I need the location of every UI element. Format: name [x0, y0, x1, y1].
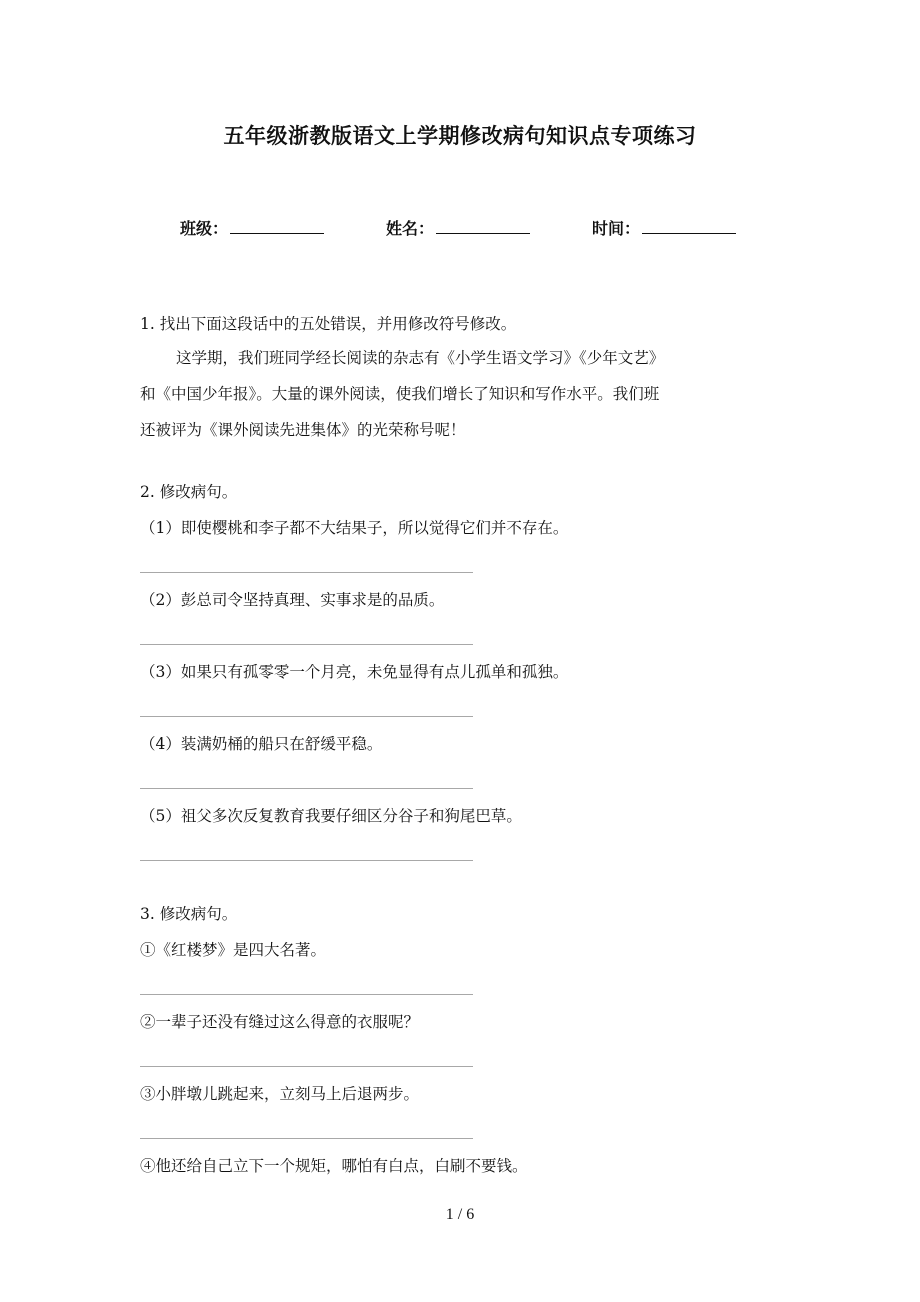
answer-line[interactable] — [140, 1066, 473, 1067]
answer-line[interactable] — [140, 716, 473, 717]
q2-item: （1）即使樱桃和李子都不大结果子，所以觉得它们并不存在。 — [140, 519, 569, 537]
q1-paragraph-line: 这学期，我们班同学经长阅读的杂志有《小学生语文学习》《少年文艺》 — [176, 349, 665, 367]
q1-paragraph-line: 还被评为《课外阅读先进集体》的光荣称号呢！ — [140, 421, 466, 439]
q3-item: ④他还给自己立下一个规矩，哪怕有白点，白刷不要钱。 — [140, 1157, 528, 1175]
class-label: 班级： — [180, 219, 229, 238]
answer-line[interactable] — [140, 860, 473, 861]
q3-heading: 3. 修改病句。 — [140, 905, 238, 923]
q2-item: （4）装满奶桶的船只在舒缓平稳。 — [140, 735, 383, 753]
q2-item: （2）彭总司令坚持真理、实事求是的品质。 — [140, 591, 445, 609]
q1-paragraph-line: 和《中国少年报》。大量的课外阅读，使我们增长了知识和写作水平。我们班 — [140, 385, 660, 403]
time-label: 时间： — [592, 219, 641, 238]
page-title: 五年级浙教版语文上学期修改病句知识点专项练习 — [223, 124, 697, 148]
time-blank[interactable] — [642, 217, 736, 234]
q1-heading: 1. 找出下面这段话中的五处错误，并用修改符号修改。 — [140, 315, 517, 333]
name-field — [386, 216, 530, 239]
q2-heading: 2. 修改病句。 — [140, 483, 238, 501]
q3-item: ③小胖墩儿跳起来，立刻马上后退两步。 — [140, 1085, 420, 1103]
q3-item: ①《红楼梦》是四大名著。 — [140, 941, 327, 959]
q3-item: ②一辈子还没有缝过这么得意的衣服呢？ — [140, 1013, 420, 1031]
class-field — [180, 216, 324, 239]
answer-line[interactable] — [140, 572, 473, 573]
name-label: 姓名： — [386, 219, 435, 238]
class-blank[interactable] — [230, 217, 324, 234]
answer-line[interactable] — [140, 1138, 473, 1139]
time-field — [592, 216, 736, 239]
name-blank[interactable] — [436, 217, 530, 234]
q2-item: （5）祖父多次反复教育我要仔细区分谷子和狗尾巴草。 — [140, 807, 522, 825]
page-number: 1 / 6 — [445, 1206, 475, 1223]
answer-line[interactable] — [140, 994, 473, 995]
q2-item: （3）如果只有孤零零一个月亮，未免显得有点儿孤单和孤独。 — [140, 663, 569, 681]
answer-line[interactable] — [140, 788, 473, 789]
answer-line[interactable] — [140, 644, 473, 645]
